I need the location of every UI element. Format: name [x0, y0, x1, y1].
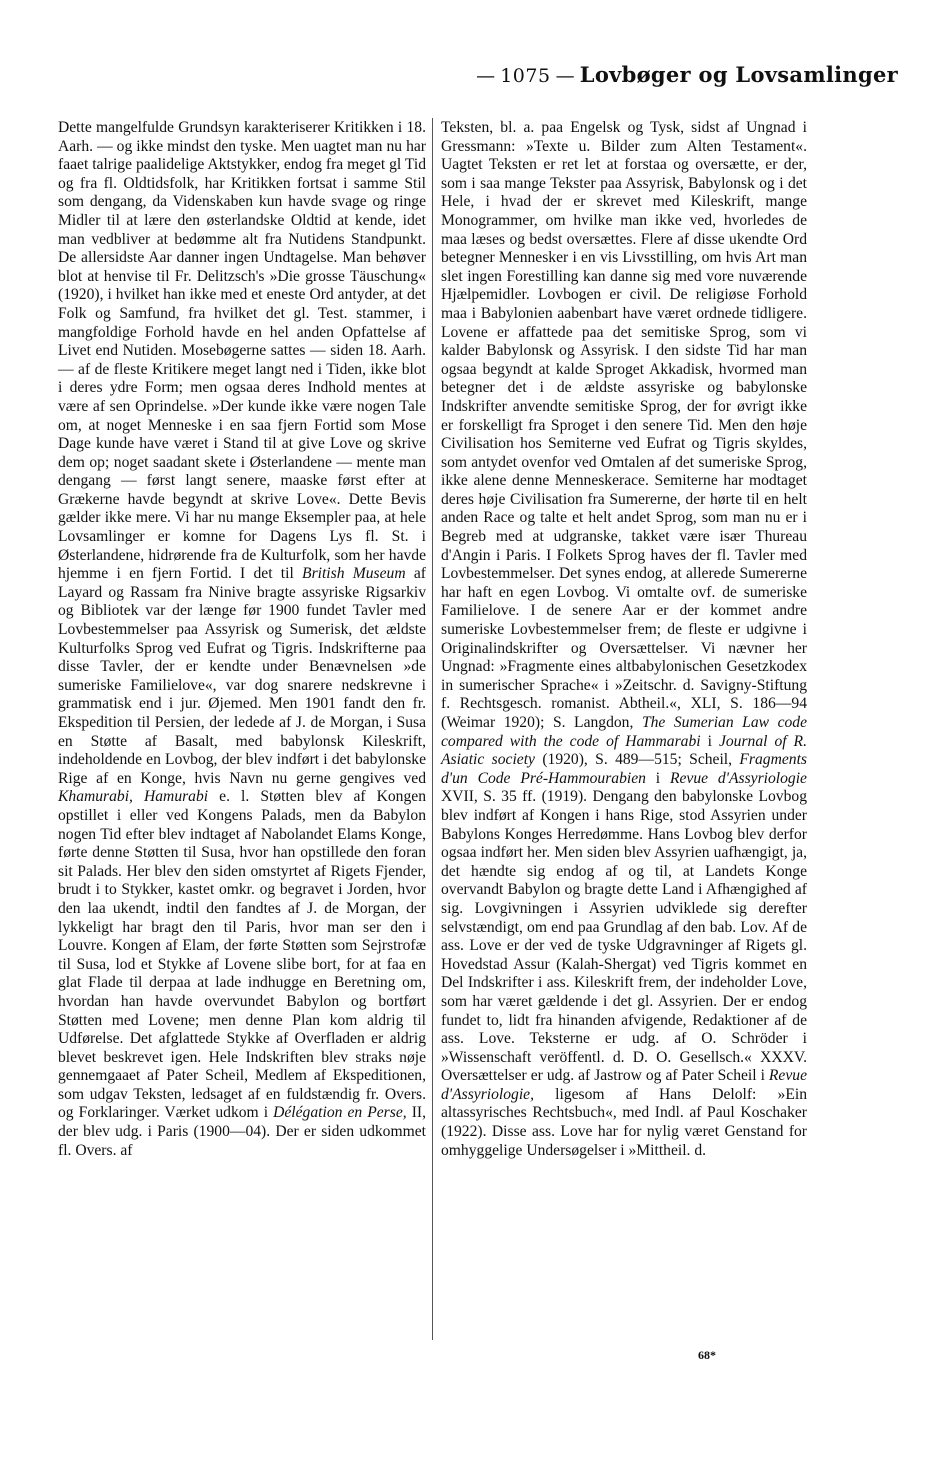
italic-citation: The Sumerian Law code compared with the code of Hammarabi	[441, 714, 808, 750]
right-column	[441, 119, 807, 1160]
italic-citation: Délégation en Perse,	[273, 1104, 407, 1122]
italic-citation: Fragments d'un Code Pré-Hammourabien	[441, 751, 807, 787]
page-number: 1075	[500, 65, 551, 87]
text-run: Teksten, bl. a. paa Engelsk og Tysk, sidst af Ungnad i Gressmann: »Texte u. Bilder zum Alten Testament«. Uagtet Teksten er ret let at forstaa og oversætte, er der, som i saa mange Tekster paa Assyrisk, Babylonsk og i det Hele, i hvad der er skrevet med Kileskrift, mange Monogrammer, om hvilke man ikke ved, hvorledes de maa læses og bedst oversættes. Flere af disse ukendte Ord betegner Mennesker i en vis Livsstilling, om hvis Art man slet ingen Forestilling kan danne sig med vore nuværende Hjælpemidler. Lovbogen er civil. De religiøse Forhold maa i Babylonien aabenbart have været ordnede tidligere. Lovene er affattede paa det semitiske Sprog, som vi kalder Babylonsk og Assyrisk. I den sidste Tid har man ogsaa begyndt at kalde Sproget Akkadisk, hvormed man betegner det i de ældste assyriske og babylonske Indskrifter anvendte semitiske Sprog, der for øvrigt ikke er forskelligt fra Sproget i den senere Tid. Men den høje Civilisation hos Semiterne ved Eufrat og Tigris skyldes, som antydet ovenfor ved Omtalen af det sumeriske Sprog, ikke alene denne Menneskerace. Semiterne har modtaget deres høje Civilisation fra Sumererne, der hørte til en helt anden Race og talte et helt andet Sprog, som man nu er i Begreb med at udgranske, takket være især Thureau d'Angin i Paris. I Folkets Sprog haves der fl. Tavler med Lovbestemmelser. Det synes endog, at allerede Sumererne har haft en egen Lovbog. Vi omtalte ovf. de sumeriske Familielove. I de senere Aar er der kommet andre sumeriske Lovbestemmelser frem; de fleste er udgivne i Originalindskrifter og Oversættelser. Vi nævner her Ungnad: »Fragmente eines altbabylonischen Gesetzkodex in sumerischer Sprache« i »Zeitschr. d. Savigny-Stiftung f. Rechtsgesch. romanist. Abtheil.«, XLI, S. 186—94 (Weimar 1920); S. Langdon,	[441, 119, 807, 731]
text-run: i	[655, 769, 661, 787]
signature-mark: 68*	[698, 1348, 716, 1362]
text-run: Dette mangelfulde Grundsyn karakteriserer Kritikken i 18. Aarh. — og ikke mindst den tyske. Men uagtet man nu har faaet talrige paalidelige Aktstykker, endog fra meget gl Tid og fra fl. Oldtidsfolk, har Kritikken fortsat i samme Stil som dengang, da Videnskaben kun havde svage og ringe Midler til at lære den østerlandske Oldtid at kende, idet man vedbliver at bedømme alt fra Nutidens Standpunkt. De allersidste Aar danner ingen Undtagelse. Man behøver blot at henvise til Fr. Delitzsch's »Die grosse Täuschung« (1920), i hvilket han ikke med et eneste Ord antyder, at det Folk og Samfund, fra hvilket det gl. Test. stammer, i mangfoldige Forhold havde en hel anden Opfattelse af Livet end Nutiden. Mosebøgerne sattes — siden 18. Aarh. — af de fleste Kritikere meget langt ned i Tiden, ikke blot i deres ydre Form; men ogsaa deres Indhold mentes at være af sen Oprindelse. »Der kunde ikke være nogen Tale om, at noget Menneske i en saa fjern Fortid som Mose Dage kunde have været i Stand til at give Love og skrive dem op; noget saadant skete i Østerlandene — mente man dengang — først langt senere, maaske først efter at Grækerne havde begyndt at skrive Love«. Dette Bevis gælder ikke mere. Vi har nu mange Eksempler paa, at hele Lovsamlinger er komne for Dagens Lys fl. St. i Østerlandene, hidrørende fra de Kulturfolk, som her havde hjemme i en fjern Fortid. I det til	[58, 119, 426, 583]
italic-citation: Revue d'Assyriologie,	[441, 1067, 807, 1103]
text-run: (1920), S. 489—515; Scheil,	[542, 751, 733, 769]
italic-citation: Journal of R. Asiatic society	[441, 732, 807, 769]
text-run: e. l. Støtten blev af Kongen opstillet i eller ved Kongens Palads, men da Babylon nogen Tid efter blev indtaget af Nabolandet Elams Konge, førte denne Støtten til Susa, hvor han opstillede den foran sit Palads. Her blev den siden omstyrtet af Rigets Fjender, brudt i to Stykker, kastet omkr. og begravet i Jorden, hvor den laa ukendt, indtil den fandtes af J. de Morgan, der lykkeligt har bragt den til Paris, hvor man ser den i Louvre. Kongen af Elam, der førte Støtten som Sejrstrofæ til Susa, lod et Stykke af Lovene slibe bort, for at faa en glat Flade til derpaa at lade indhugge en Beretning om, hvordan han havde overvundet Babylon og bortført Støtten med Lovene; men denne Plan kom aldrig til Udførelse. Det afglattede Stykke af Overfladen er aldrig blevet beskrevet igen. Hele Indskriften blev straks nøje gennemgaaet af Pater Scheil, Medlem af Ekspeditionen, som udgav Teksten, ledsaget af en fuldstændig fr. Overs. og Forklaringer. Værket udkom i	[58, 788, 426, 1122]
italic-citation: Khamurabi, Hamurabi	[58, 788, 209, 806]
header-dash-left: —	[476, 65, 496, 87]
running-header	[0, 62, 898, 87]
text-run: i	[707, 732, 712, 750]
right-column-text	[441, 119, 807, 1160]
italic-citation: British Museum	[302, 565, 406, 583]
text-run: II, der blev udg. i Paris (1900—04). Der er siden udkommet fl. Overs. af	[58, 1104, 426, 1159]
italic-citation: Revue d'Assyriologie	[669, 769, 807, 787]
left-column	[58, 119, 426, 1160]
text-run: XVII, S. 35 ff. (1919). Dengang den babylonske Lovbog blev indført af Kongen i hans Rige, stod Assyrien under Babylons Konges Herredømme. Hans Lovbog blev derfor ogsaa indført her. Men siden blev Assyrien uafhængigt, ja, det hændte sig endog af og til, at Landets Konge overvandt Babylon og bragte dette Land i Afhængighed af sig. Lovgivningen i Assyrien udviklede sig derefter selvstændigt, om end paa Grundlag af den bab. Lov. Af de ass. Love er der ved de tyske Udgravninger af Rigets gl. Hovedstad Assur (Kalah-Shergat) ved Tigris kommet en Del Indskrifter i ass. Kileskrift frem, der indeholder Love, som har været gældende i det gl. Assyrien. Der er endog fundet to, lidt fra hinanden afvigende, Redaktioner af de ass. Love. Teksterne er udg. af O. Schröder i »Wissenschaft veröffentl. d. D. O. Gesellsch.« XXXV. Oversættelser er udg. af Jastrow og af Pater Scheil i	[441, 788, 807, 1085]
header-dash-right: —	[555, 65, 575, 87]
page-title: Lovbøger og Lovsamlinger	[579, 62, 898, 87]
left-column-text	[58, 119, 426, 1160]
column-divider	[432, 118, 433, 1340]
text-run: ligesom af Hans Delolf: »Ein altassyrisches Rechtsbuch«, med Indl. af Paul Koschaker (1922). Disse ass. Love har for nylig været Genstand for omhyggelige Undersøgelser i »Mittheil. d.	[441, 1085, 807, 1159]
text-run: af Layard og Rassam fra Ninive bragte assyriske Rigsarkiv og Bibliotek var der længe før 1900 fundet Tavler med Lovbestemmelser paa Assyrisk og Sumerisk, det ældste Kulturfolks Sprog ved Eufrat og Tigris. Indskrifterne paa disse Tavler, der er kendte under Benævnelsen »de sumeriske Familielove«, var dog snarere nedskrevne i grammatisk end i jur. Øjemed. Men 1901 fandt den fr. Ekspedition til Persien, der ledede af J. de Morgan, i Susa en Støtte af Basalt, med babylonsk Kileskrift, indeholdende en Lovbog, der blev indført i det babylonske Rige af en Konge, hvis Navn nu gerne gengives ved	[58, 565, 426, 787]
